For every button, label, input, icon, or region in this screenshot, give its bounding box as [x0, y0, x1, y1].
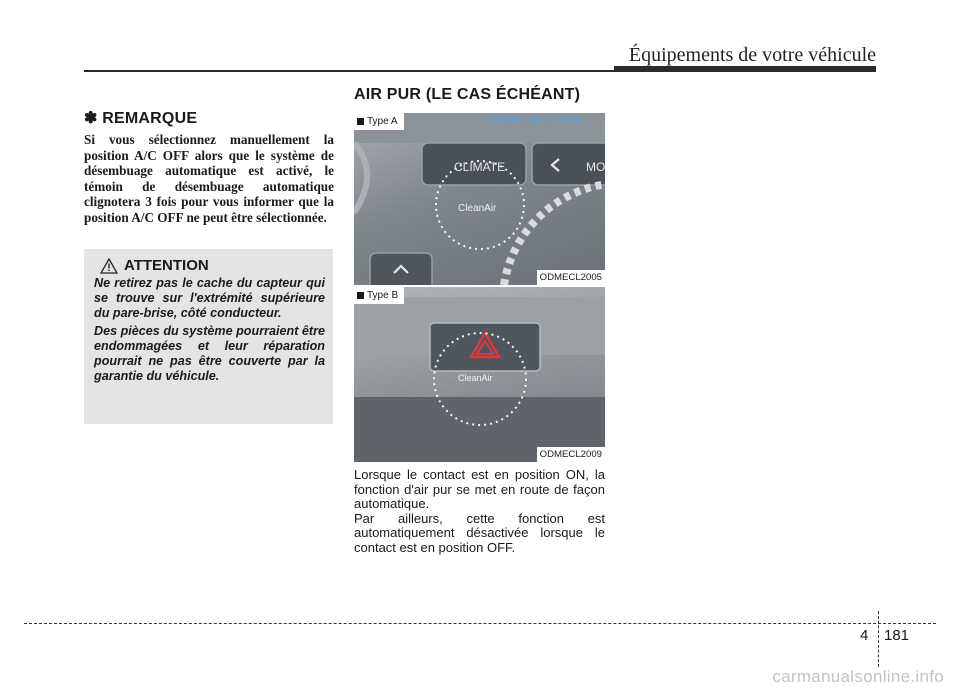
- overlay-site-mark: CarManuals2.com: [484, 112, 582, 126]
- body-paragraph-1: Lorsque le contact est en position ON, la fonction d'air pur se met en route de façon automatique.: [354, 467, 605, 512]
- climate-panel-illustration: [354, 113, 605, 285]
- body-paragraph-2: Par ailleurs, cette fonction est automatiquement désactivée lorsque le contact est en position OFF.: [354, 510, 605, 555]
- header-rule-accent: [614, 66, 876, 72]
- page-header-title: Équipements de votre véhicule: [628, 44, 876, 66]
- type-a-label: [354, 113, 404, 130]
- caution-paragraph-2: Des pièces du système pourraient être endommagées et leur réparation pourrait ne pas être couverte par la garantie du véhicule.: [94, 324, 325, 383]
- type-b-label: [354, 287, 404, 304]
- hazard-panel-illustration: [354, 287, 605, 462]
- figure-type-b: [354, 287, 605, 462]
- remark-block: [84, 108, 334, 226]
- section-title: AIR PUR (LE CAS ÉCHÉANT): [354, 86, 581, 103]
- square-bullet-icon: [357, 292, 364, 299]
- mode-button-label: MO: [586, 160, 605, 174]
- chapter-number: 4: [860, 627, 869, 644]
- page-number: 181: [884, 627, 910, 644]
- figure-b-code: ODMECL2009: [537, 447, 605, 462]
- caution-title: ATTENTION: [124, 257, 209, 274]
- remark-heading: [84, 108, 334, 128]
- square-bullet-icon: [357, 118, 364, 125]
- caution-box: [84, 249, 333, 424]
- remark-body: Si vous sélectionnez manuellement la position A/C OFF alors que le système de désembuage automatique est activé, le témoin de désembuage automatique clignotera 3 fois pour vous informer que la position A/C OFF ne peut être sélectionnée.: [84, 132, 334, 225]
- warning-triangle-icon: [100, 258, 118, 274]
- remark-title: REMARQUE: [102, 110, 198, 127]
- footer-rule: [24, 623, 936, 624]
- figure-a-code: ODMECL2005: [537, 270, 605, 285]
- climate-button-label: CLIMATE: [454, 160, 506, 174]
- type-b-text: Type B: [367, 290, 399, 301]
- caution-header: [100, 257, 325, 274]
- asterisk-icon: ✽: [84, 110, 98, 127]
- cleanair-label-b: CleanAir: [458, 373, 493, 383]
- figure-type-a: [354, 113, 605, 285]
- type-a-text: Type A: [367, 116, 398, 127]
- cleanair-label-a: CleanAir: [458, 203, 497, 214]
- watermark: carmanualsonline.info: [772, 667, 944, 686]
- caution-paragraph-1: Ne retirez pas le cache du capteur qui se trouve sur l'extrémité supérieure du pare-brise, côté conducteur.: [94, 276, 325, 320]
- body-text: [354, 468, 605, 556]
- page-divider: [878, 611, 879, 667]
